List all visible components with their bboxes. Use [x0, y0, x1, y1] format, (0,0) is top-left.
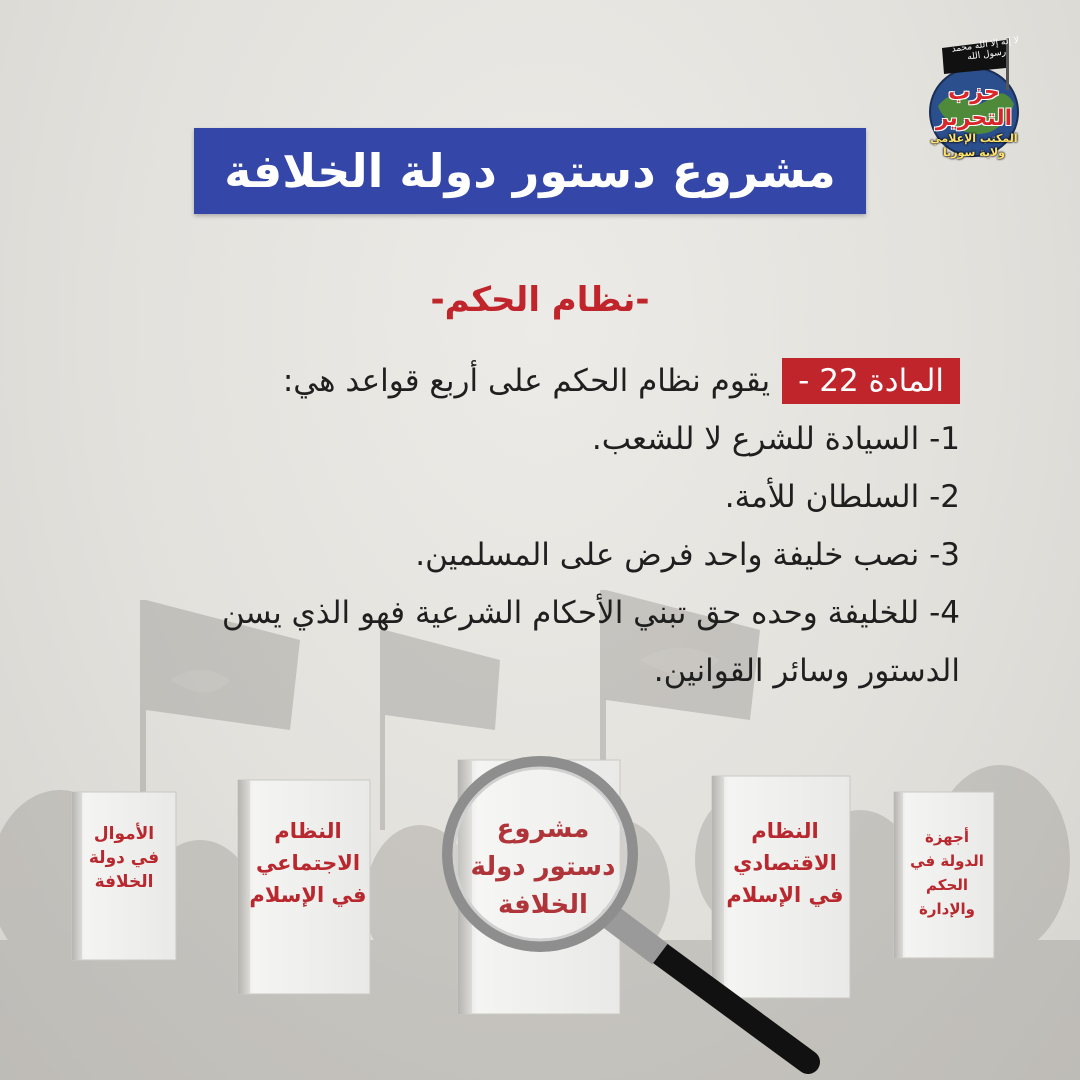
- article-rule-2: 2- السلطان للأمة.: [724, 479, 960, 515]
- section-heading: -نظام الحكم-: [430, 280, 650, 320]
- article-number-badge: المادة 22 -: [782, 358, 960, 404]
- book-label-state-structures: أجهزة الدولة في الحكم والإدارة: [910, 828, 984, 918]
- page-title: مشروع دستور دولة الخلافة: [224, 144, 836, 198]
- article-rule-4: 4- للخليفة وحده حق تبني الأحكام الشرعية فهو الذي يسن الدستور وسائر القوانين.: [221, 595, 960, 689]
- logo-region-name: ولاية سوريا: [943, 146, 1005, 159]
- book-label-economic-system: النظام الاقتصادي في الإسلام: [726, 819, 844, 907]
- logo-office-name: المكتب الإعلامي: [930, 132, 1018, 145]
- logo-flag-text: لا إله إلا الله محمد رسول الله: [950, 35, 1020, 63]
- article-intro-line: [150, 352, 960, 410]
- article-intro: يقوم نظام الحكم على أربع قواعد هي:: [282, 363, 771, 399]
- logo-party-name: حزب التحرير: [935, 80, 1013, 131]
- book-label-constitution: مشروع دستور دولة الخلافة: [470, 814, 616, 920]
- title-banner: [194, 128, 866, 214]
- book-label-social-system: النظام الاجتماعي في الإسلام: [249, 819, 367, 907]
- logo-text: [912, 80, 1036, 160]
- article-content: [150, 352, 960, 700]
- book-label-finance: الأموال في دولة الخلافة: [88, 824, 160, 892]
- article-rule-3: 3- نصب خليفة واحد فرض على المسلمين.: [415, 537, 960, 573]
- article-rule-1: 1- السيادة للشرع لا للشعب.: [591, 421, 960, 457]
